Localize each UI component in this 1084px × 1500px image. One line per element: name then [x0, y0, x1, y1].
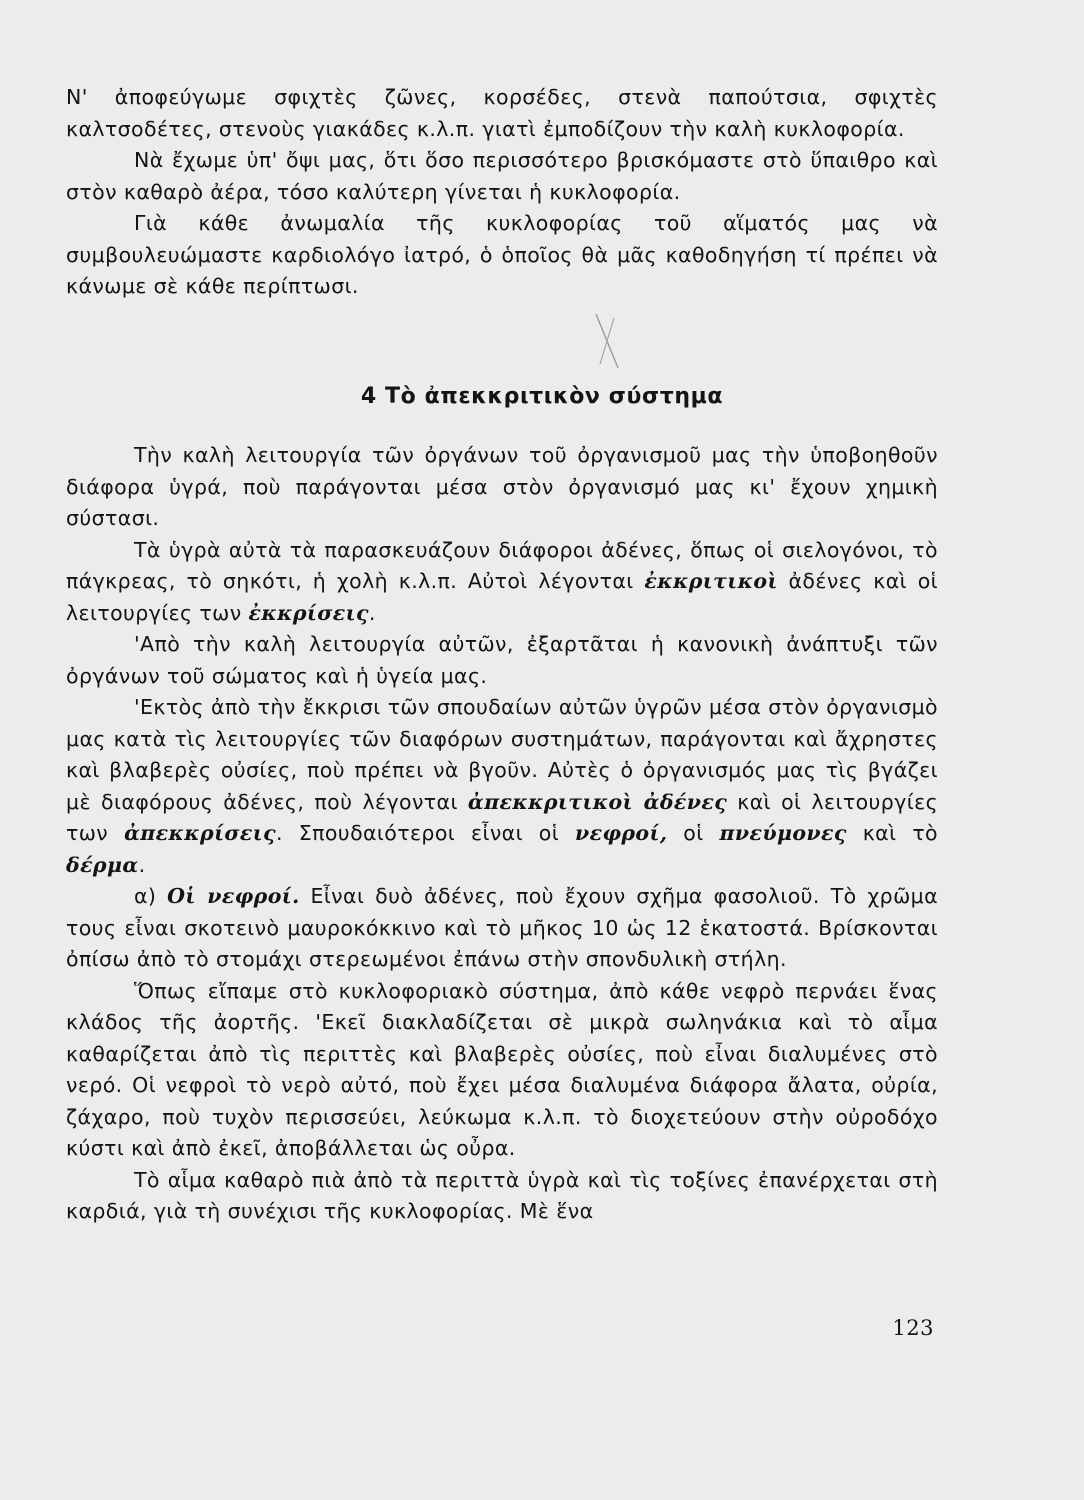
paragraph — [66, 692, 938, 881]
paragraph — [66, 535, 938, 630]
section-heading: 4 Τὸ ἀπεκκριτικὸν σύστημα — [360, 384, 724, 409]
paragraph: Τὴν καλὴ λειτουργία τῶν ὀργάνων τοῦ ὀργανισμοῦ μας τὴν ὑποβοηθοῦν διάφορα ὑγρά, ποὺ παράγονται μέσα στὸν ὀργανισμό μας κι' ἔχουν χημικὴ σύστασι. — [66, 443, 938, 530]
paragraph-text: Εἶναι δυὸ ἀδένες, ποὺ ἔχουν σχῆμα φασολιοῦ. Τὸ χρῶμα τους εἶναι σκοτεινὸ μαυροκόκκινο καὶ τὸ μῆκος 10 ὡς 12 ἑκατοστά. Βρίσκονται ὀπίσω ἀπὸ τὸ στομάχι στερεωμένοι ἐπάνω στὴν σπονδυλικὴ στήλη. — [66, 884, 938, 971]
paragraph — [66, 881, 938, 976]
paragraph: Γιὰ κάθε ἀνωμαλία τῆς κυκλοφορίας τοῦ αἵματός μας νὰ συμβουλευώμαστε καρδιολόγο ἰατρό, ὁ ὁποῖος θὰ μᾶς καθοδηγήση τί πρέπει νὰ κάνωμε σὲ κάθε περίπτωσι. — [66, 211, 938, 298]
body-text — [66, 440, 938, 1228]
pencil-mark-icon — [588, 312, 628, 372]
intro-text — [66, 82, 938, 303]
paragraph-text: καὶ οἱ λειτουργίες των — [66, 789, 938, 845]
paragraph-text: 'Εκτὸς ἀπὸ τὴν ἔκκρισι τῶν σπουδαίων αὐτῶν ὑγρῶν μέσα στὸν ὀργανισμὸ μας κατὰ τὶς λειτουργίες τῶν διαφόρων συστημάτων, παράγονται καὶ ἄχρηστες καὶ βλαβερὲς οὐσίες, ποὺ πρέπει νὰ βγοῦν. Αὐτὲς ὁ ὀργανισμός μας τὶς βγάζει μὲ διαφόρους ἀδένες, ποὺ λέγονται — [66, 695, 938, 814]
paragraph-text: . Σπουδαιότεροι εἶναι οἱ — [275, 821, 560, 845]
keyword: νεφροί, — [574, 821, 668, 845]
keyword: ἐκκρίσεις — [248, 600, 369, 625]
paragraph: Ν' ἀποφεύγωμε σφιχτὲς ζῶνες, κορσέδες, στενὰ παπούτσια, σφιχτὲς καλτσοδέτες, στενοὺς γιακάδες κ.λ.π. γιατὶ ἐμποδίζουν τὴν καλὴ κυκλοφορία. — [66, 85, 938, 141]
page-number: 123 — [892, 1316, 934, 1340]
paragraph: Ὅπως εἴπαμε στὸ κυκλοφοριακὸ σύστημα, ἀπὸ κάθε νεφρὸ περνάει ἕνας κλάδος τῆς ἀορτῆς. 'Εκεῖ διακλαδίζεται σὲ μικρὰ σωληνάκια καὶ τὸ αἷμα καθαρίζεται ἀπὸ τὶς περιττὲς καὶ βλαβερὲς οὐσίες, ποὺ εἶναι διαλυμένες στὸ νερό. Οἱ νεφροὶ τὸ νερὸ αὐτό, ποὺ ἔχει μέσα διαλυμένα διάφορα ἄλατα, οὐρία, ζάχαρο, ποὺ τυχὸν περισσεύει, λεύκωμα κ.λ.π. τὸ διοχετεύουν στὴν οὐροδόχο κύστι καὶ ἀπὸ ἐκεῖ, ἀποβάλλεται ὡς οὖρα. — [66, 978, 938, 1160]
keyword: ἀπεκκριτικοὶ ἀδένες — [467, 789, 728, 814]
keyword: ἀπεκκρίσεις — [124, 821, 276, 845]
keyword: δέρμα — [66, 852, 139, 877]
paragraph-text: καὶ τὸ — [862, 821, 939, 845]
list-marker: α) — [134, 884, 157, 908]
paragraph-text: οἱ — [683, 821, 704, 845]
paragraph: 'Απὸ τὴν καλὴ λειτουργία αὐτῶν, ἐξαρτᾶται ἡ κανονικὴ ἀνάπτυξι τῶν ὀργάνων τοῦ σώματος καὶ ἡ ὑγεία μας. — [66, 632, 938, 688]
paragraph: Νὰ ἔχωμε ὑπ' ὄψι μας, ὅτι ὅσο περισσότερο βρισκόμαστε στὸ ὕπαιθρο καὶ στὸν καθαρὸ ἀέρα, τόσο καλύτερη γίνεται ἡ κυκλοφορία. — [66, 148, 938, 204]
keyword: πνεύμονες — [719, 821, 847, 845]
paragraph-text: . — [138, 852, 146, 877]
keyword: ἐκκριτικοὶ — [644, 569, 778, 593]
keyword: Οἱ νεφροί. — [167, 884, 300, 908]
paragraph: Τὸ αἷμα καθαρὸ πιὰ ἀπὸ τὰ περιττὰ ὑγρὰ καὶ τὶς τοξίνες ἐπανέρχεται στὴ καρδιά, γιὰ τὴ συνέχισι τῆς κυκλοφορίας. Μὲ ἕνα — [66, 1167, 938, 1223]
paragraph-text: ἀδένες καὶ οἱ λειτουργίες των — [66, 569, 938, 625]
paragraph-text: . — [368, 600, 376, 625]
paragraph-text: Τὰ ὑγρὰ αὐτὰ τὰ παρασκευάζουν διάφοροι ἀδένες, ὅπως οἱ σιελογόνοι, τὸ πάγκρεας, τὸ σηκότι, ἡ χολὴ κ.λ.π. Αὐτοὶ λέγονται — [66, 537, 938, 593]
